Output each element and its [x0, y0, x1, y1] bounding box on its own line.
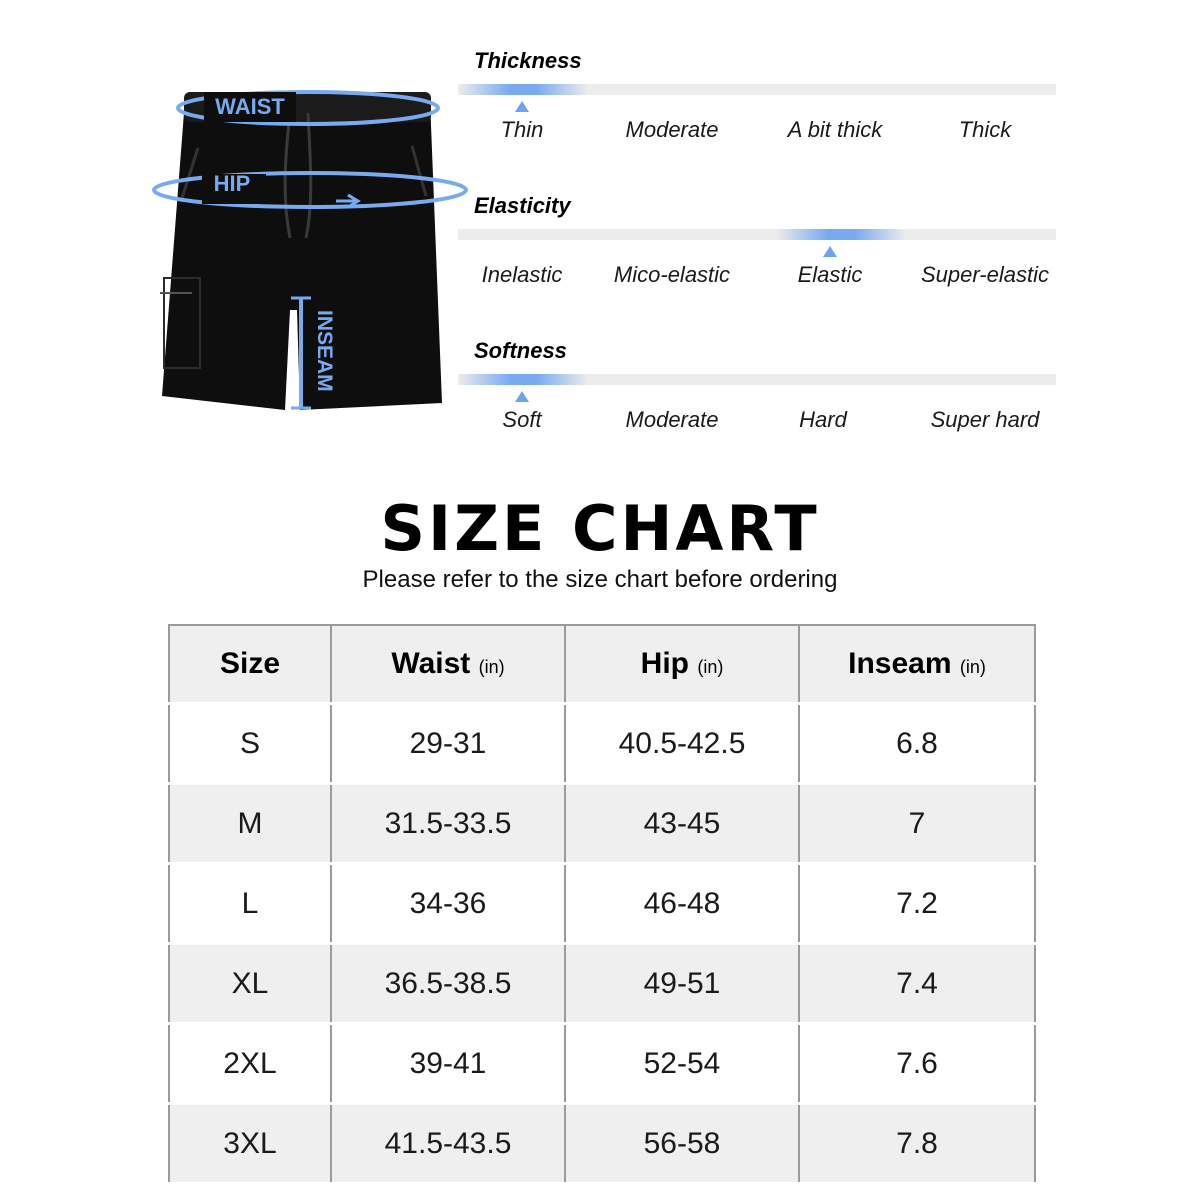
scale-option: Mico-elastic — [613, 262, 731, 287]
table-row — [169, 864, 1035, 944]
scale-option: Inelastic — [481, 262, 563, 287]
scale-option: Moderate — [625, 117, 719, 142]
cell-inseam: 7.6 — [799, 1024, 1035, 1104]
cell-waist: 34-36 — [331, 864, 565, 944]
header-unit: (in) — [959, 657, 986, 677]
scale-track — [458, 229, 1056, 240]
cell-size: 2XL — [169, 1024, 331, 1104]
header-size — [169, 625, 331, 704]
cell-hip: 56-58 — [565, 1104, 799, 1184]
cell-hip: 40.5-42.5 — [565, 704, 799, 784]
scale-option: Moderate — [625, 407, 719, 432]
cell-waist: 31.5-33.5 — [331, 784, 565, 864]
header-unit: (in) — [697, 657, 724, 677]
size-chart-table — [168, 624, 1036, 1185]
hip-label: HIP — [213, 171, 251, 196]
cell-inseam: 6.8 — [799, 704, 1035, 784]
cell-waist: 41.5-43.5 — [331, 1104, 565, 1184]
cell-waist: 39-41 — [331, 1024, 565, 1104]
table-row — [169, 944, 1035, 1024]
header-waist — [331, 625, 565, 704]
table-row — [169, 1104, 1035, 1184]
header-inseam — [799, 625, 1035, 704]
header-label: Size — [219, 647, 281, 680]
table-row — [169, 704, 1035, 784]
selected-marker-icon — [823, 246, 837, 257]
cell-size: L — [169, 864, 331, 944]
header-label: Hip — [640, 647, 689, 680]
header-label: Inseam — [848, 647, 952, 680]
scale-track — [458, 374, 1056, 385]
size-chart-subtitle: Please refer to the size chart before ordering — [362, 566, 838, 593]
selected-marker-icon — [515, 101, 529, 112]
header-hip — [565, 625, 799, 704]
scale-option: Soft — [502, 407, 542, 432]
scale-highlight — [458, 84, 588, 95]
scale-highlight — [776, 229, 906, 240]
inseam-label: INSEAM — [313, 310, 336, 392]
cell-size: M — [169, 784, 331, 864]
cell-hip: 43-45 — [565, 784, 799, 864]
cell-hip: 46-48 — [565, 864, 799, 944]
scale-option: Hard — [799, 407, 847, 432]
attribute-title: Softness — [474, 338, 567, 363]
cell-size: 3XL — [169, 1104, 331, 1184]
table-header-row — [169, 625, 1035, 704]
cell-inseam: 7.2 — [799, 864, 1035, 944]
cell-hip: 52-54 — [565, 1024, 799, 1104]
cell-waist: 29-31 — [331, 704, 565, 784]
cell-size: XL — [169, 944, 331, 1024]
cell-inseam: 7 — [799, 784, 1035, 864]
scale-track — [458, 84, 1056, 95]
size-chart-title: SIZE CHART — [380, 492, 820, 565]
header-unit: (in) — [478, 657, 505, 677]
scale-option: A bit thick — [787, 117, 883, 142]
cell-size: S — [169, 704, 331, 784]
scale-option: Super-elastic — [921, 262, 1049, 287]
cell-hip: 49-51 — [565, 944, 799, 1024]
scale-option: Thick — [958, 117, 1012, 142]
attribute-title: Thickness — [474, 48, 582, 73]
cell-inseam: 7.8 — [799, 1104, 1035, 1184]
scale-option: Thin — [500, 117, 544, 142]
waist-label: WAIST — [215, 94, 285, 119]
scale-option: Elastic — [797, 262, 863, 287]
scale-highlight — [458, 374, 588, 385]
table-row — [169, 1024, 1035, 1104]
cell-inseam: 7.4 — [799, 944, 1035, 1024]
scale-option: Super hard — [930, 407, 1040, 432]
shorts-illustration — [140, 78, 470, 418]
attribute-title: Elasticity — [474, 193, 571, 218]
table-row — [169, 784, 1035, 864]
header-label: Waist — [391, 647, 471, 680]
cell-waist: 36.5-38.5 — [331, 944, 565, 1024]
selected-marker-icon — [515, 391, 529, 402]
